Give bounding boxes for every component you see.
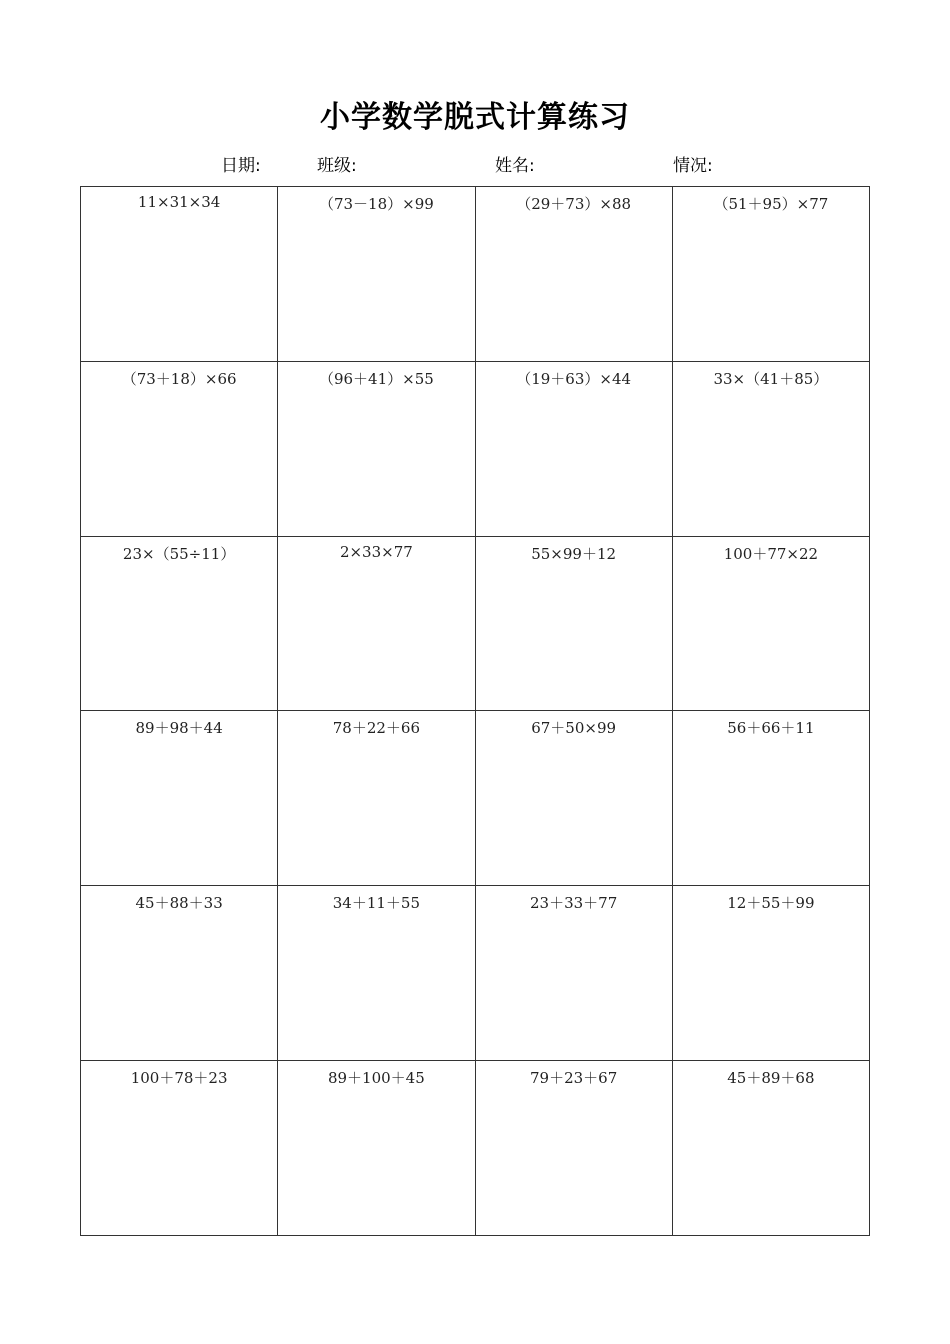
problem-cell: （73－18）×99 bbox=[278, 187, 475, 362]
problem-cell: 12＋55＋99 bbox=[673, 886, 870, 1061]
date-label: 日期: bbox=[221, 156, 261, 176]
status-label: 情况: bbox=[673, 156, 713, 176]
problem-cell: （19＋63）×44 bbox=[476, 362, 673, 537]
problem-grid bbox=[80, 186, 870, 1236]
problem-cell: （73＋18）×66 bbox=[81, 362, 278, 537]
problem-cell: 56＋66＋11 bbox=[673, 711, 870, 886]
problem-cell: （96＋41）×55 bbox=[278, 362, 475, 537]
problem-cell: 23＋33＋77 bbox=[476, 886, 673, 1061]
problem-cell: 11×31×34 bbox=[81, 187, 278, 362]
class-label: 班级: bbox=[317, 156, 357, 176]
problem-cell: 78＋22＋66 bbox=[278, 711, 475, 886]
problem-cell: 79＋23＋67 bbox=[476, 1061, 673, 1236]
problem-cell: 100＋77×22 bbox=[673, 537, 870, 712]
page-title: 小学数学脱式计算练习 bbox=[320, 100, 630, 135]
problem-cell: 34＋11＋55 bbox=[278, 886, 475, 1061]
problem-cell: 89＋98＋44 bbox=[81, 711, 278, 886]
problem-cell: 23×（55÷11） bbox=[81, 537, 278, 712]
problem-cell: 100＋78＋23 bbox=[81, 1061, 278, 1236]
problem-cell: （29＋73）×88 bbox=[476, 187, 673, 362]
problem-cell: 55×99＋12 bbox=[476, 537, 673, 712]
problem-cell: 45＋88＋33 bbox=[81, 886, 278, 1061]
problem-cell: 67＋50×99 bbox=[476, 711, 673, 886]
student-info-row bbox=[0, 151, 950, 175]
problem-cell: 33×（41＋85） bbox=[673, 362, 870, 537]
problem-cell: 89＋100＋45 bbox=[278, 1061, 475, 1236]
name-label: 姓名: bbox=[495, 156, 535, 176]
problem-cell: （51＋95）×77 bbox=[673, 187, 870, 362]
problem-cell: 45＋89＋68 bbox=[673, 1061, 870, 1236]
problem-cell: 2×33×77 bbox=[278, 537, 475, 712]
